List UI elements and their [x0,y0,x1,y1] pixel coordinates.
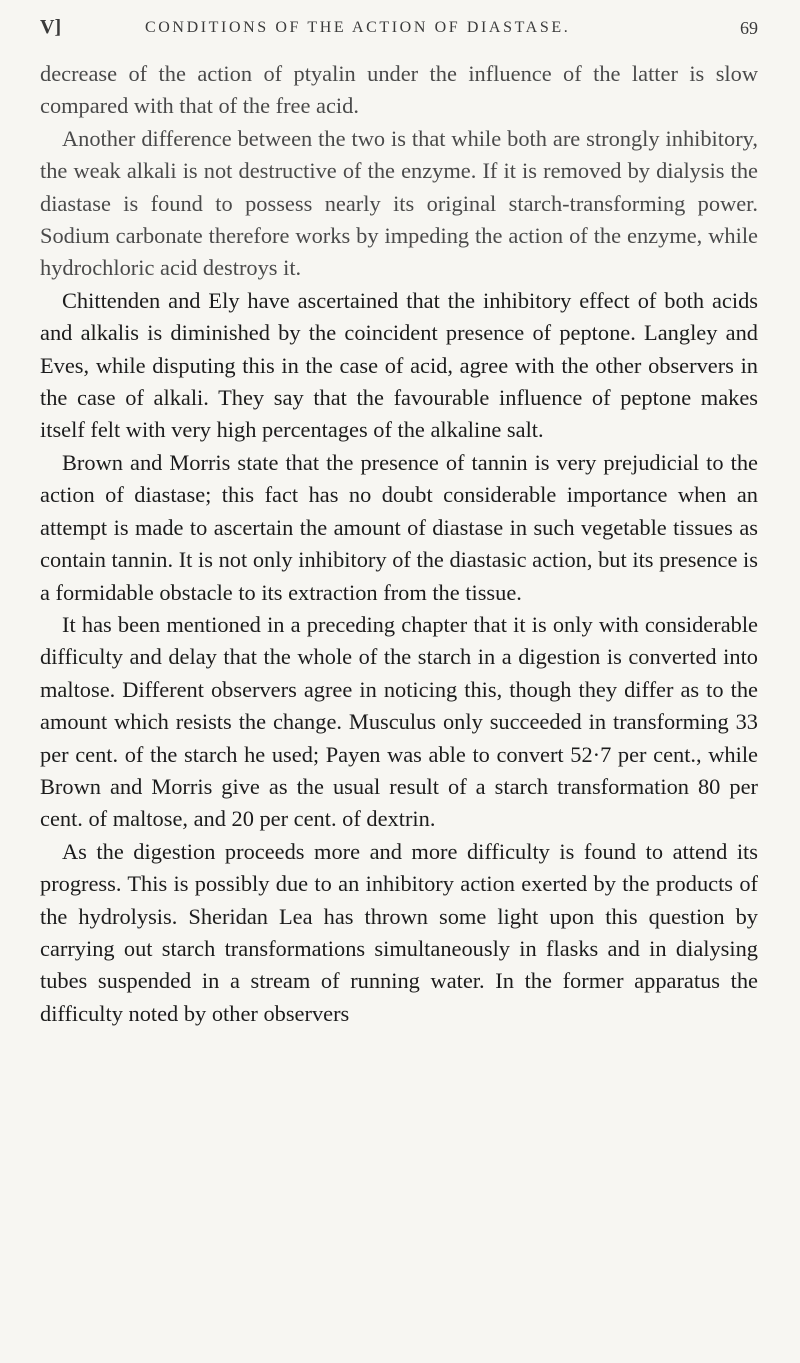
running-title: CONDITIONS OF THE ACTION OF DIASTASE. [145,19,571,36]
body-text [40,58,758,1030]
paragraph: As the digestion proceeds more and more difficulty is found to attend its progress. This is possibly due to an inhibitory action exerted by the products of the hydrolysis. Sheridan Lea has thrown some light upon this question by carrying out starch transformations simultaneously in flasks and in dialysing tubes suspended in a stream of running water. In the former apparatus the difficulty noted by other observers [40,838,758,1026]
page-number: 69 [740,18,758,38]
paragraph-continued: decrease of the action of ptyalin under the influence of the latter is slow compared with that of the free acid. [40,61,758,119]
paragraph: It has been mentioned in a preceding chapter that it is only with considerable difficulty and delay that the whole of the starch in a digestion is converted into maltose. Different observers agree in noticing this, though they differ as to the amount which resists the change. Musculus only succeeded in transforming 33 per cent. of the starch he used; Payen was able to convert 52·7 per cent., while Brown and Morris give as the usual result of a starch transformation 80 per cent. of maltose, and 20 per cent. of dextrin. [40,611,758,832]
running-header [40,16,758,50]
paragraph: Brown and Morris state that the presence of tannin is very prejudicial to the action of diastase; this fact has no doubt considerable importance when an attempt is made to ascertain the amount of diastase in such vegetable tissues as contain tannin. It is not only inhibitory of the diastasic action, but its presence is a formidable obstacle to its extraction from the tissue. [40,449,758,605]
paragraph: Another difference between the two is that while both are strongly inhibitory, the weak alkali is not destructive of the enzyme. If it is removed by dialysis the diastase is found to possess nearly its original starch-transforming power. Sodium carbonate therefore works by impeding the action of the enzyme, while hydrochloric acid destroys it. [40,125,758,281]
book-page [40,16,758,1030]
chapter-marker: V] [40,16,62,38]
paragraph: Chittenden and Ely have ascertained that the inhibitory effect of both acids and alkalis is diminished by the coincident presence of peptone. Langley and Eves, while disputing this in the case of acid, agree with the other observers in the case of alkali. They say that the favourable influence of peptone makes itself felt with very high percentages of the alkaline salt. [40,287,758,443]
